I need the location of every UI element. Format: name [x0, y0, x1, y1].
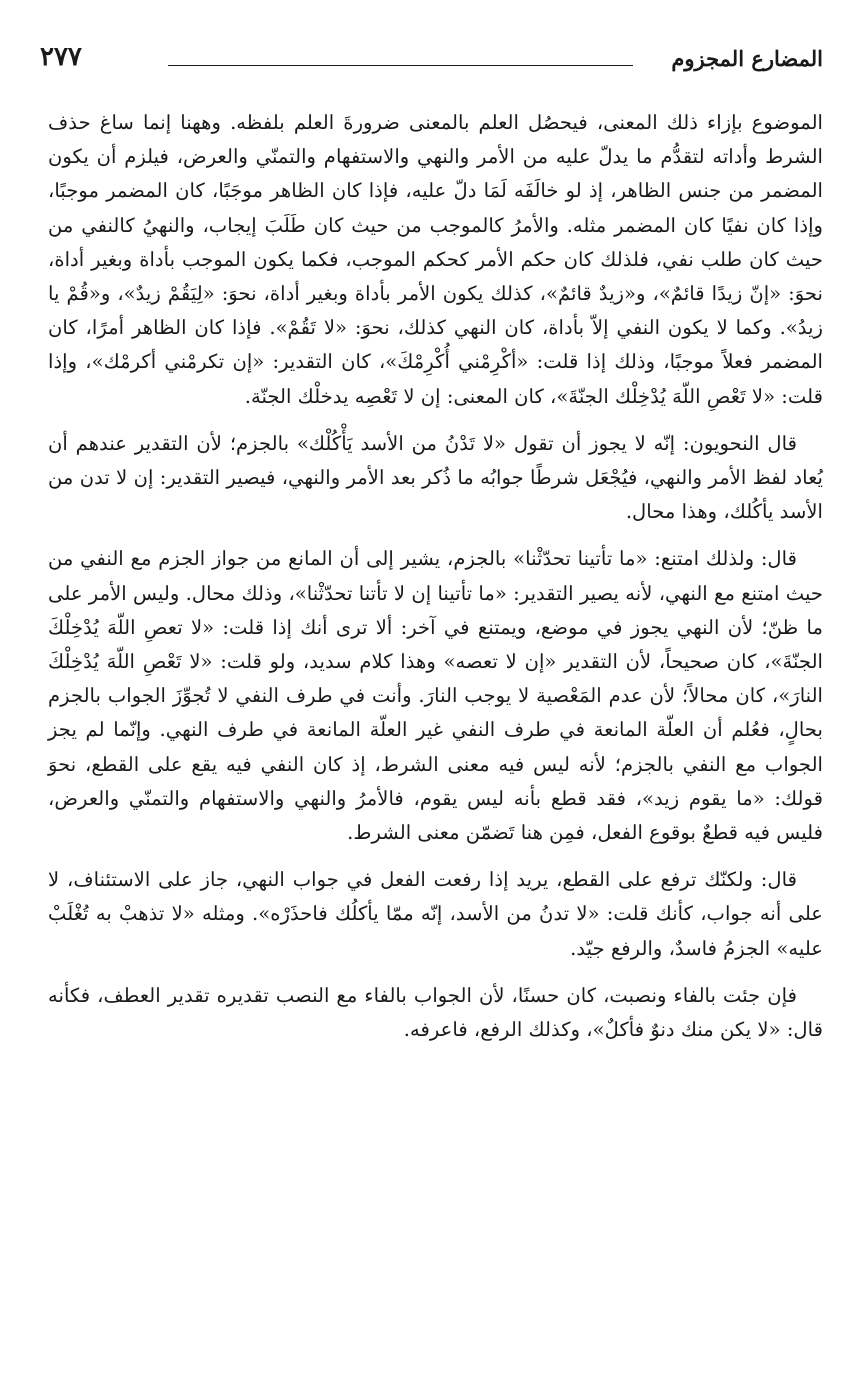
body-text [48, 106, 823, 1047]
header-rule [168, 65, 633, 66]
paragraph-5: فإن جئت بالفاء ونصبت، كان حسنًا، لأن الجواب بالفاء مع النصب تقديره تقدير العطف، فكأنه قال: «لا يكن منك دنوٌ فأكلٌ»، وكذلك الرفع، فاعرفه. [48, 983, 823, 1042]
paragraph-3: قال: ولذلك امتنع: «ما تأتينا تحدّثْنا» بالجزم، يشير إلى أن المانع من جواز الجزم مع النفي من حيث امتنع مع النهي، لأنه يصير التقدير: «ما تأتينا إن لا تأتنا تحدّثْنا»، وذلك محال. وليس الأمر على ما ظنّ؛ لأن النهي يجوز في موضع، ويمتنع في آخر: ألا ترى أنك إذا قلت: «لا تعصِ اللّهَ يُدْخِلْكَ الجنّةَ»، كان صحيحاً، لأن التقدير «إن لا تعصه» وهذا كلام سديد، ولو قلت: «لا تَعْصِ اللّهَ يُدْخِلْكَ النارَ»، كان محالاً؛ لأن عدم المَعْصية لا يوجب النارَ. وأنت في طرف النفي لا تُجوِّزَ الجواب بالجزم بحالٍ، فعُلم أن العلّة المانعة في طرف النفي غير العلّة المانعة في طرف النهي. وإنّما لم يجز الجواب مع النفي بالجزم؛ لأنه ليس فيه معنى الشرط، إذ كان النفي فيه يقع على القطع، نحوَ قولك: «ما يقوم زيد»، فقد قطع بأنه ليس يقوم، فالأمرُ والنهي والاستفهام والتمنّي والعرض، فليس فيه قطعٌ بوقوع الفعل، فمِن هنا تَضمّن معنى الشرط. [48, 547, 823, 845]
paragraph-2: قال النحويون: إنّه لا يجوز أن تقول «لا تَدْنُ من الأسد يَأْكُلْك» بالجزم؛ لأن التقدير عندهم أن يُعاد لفظ الأمر والنهي، فيُجْعَل شرطًا جوابُه ما ذُكر بعد الأمر والنهي، فيصير التقدير: إن لا تدن من الأسد يأكُلك، وهذا محال. [48, 431, 823, 524]
running-header [40, 40, 823, 80]
chapter-title: المضارع المجزوم [671, 46, 823, 71]
paragraph-1: الموضوع بإزاء ذلك المعنى، فيحصُل العلم بالمعنى ضرورةَ العلم بلفظه. وههنا إنما ساغ حذف الشرط وأداته لتقدُّم ما يدلّ عليه من الأمر والنهي والاستفهام والتمنّي والعرض، فيلزم أن يكون المضمر من جنس الظاهر، إذ لو خالَفَه لَمَا دلّ عليه، فإذا كان الظاهر موجَبًا، كان المضمر موجبًا، وإذا كان نفيًا كان المضمر مثله. والأمرُ كالموجب من حيث كان طَلَبَ إيجاب، والنهيُ كالنفي من حيث كان طلب نفي، فلذلك كان حكم الأمر كحكم الموجب، فكما يكون الموجب بأداة وبغير أداة، نحوَ: «إنّ زيدًا قائمٌ»، و«زيدٌ قائمٌ»، كذلك يكون الأمر بأداة وبغير أداة، نحوَ: «لِيَقُمْ زيدٌ»، و«قُمْ يا زيدُ». وكما لا يكون النفي إلاّ بأداة، كان النهي كذلك، نحوَ: «لا تَقُمْ». فإذا كان الظاهر أمرًا، كان المضمر فعلاً موجبًا، وذلك إذا قلت: «أكْرِمْني أُكْرِمْكَ»، كان التقدير: «إن تكرمْني أكرمْك»، وإذا قلت: «لا تَعْصِ اللّهَ يُدْخِلْك الجنّةَ»، كان المعنى: إن لا تَعْصِه يدخلْك الجنّة. [48, 111, 823, 408]
page-number: ٢٧٧ [40, 42, 82, 72]
paragraph-4: قال: ولكنّك ترفع على القطع، يريد إذا رفعت الفعل في جواب النهي، جاز على الاستئناف، لا على أنه جواب، كأنك قلت: «لا تدنُ من الأسد، إنّه ممّا يأكلُك فاحذَرْه». ومثله «لا تذهبْ به تُغْلَبْ عليه» الجزمُ فاسدٌ، والرفع جيّد. [48, 868, 823, 960]
